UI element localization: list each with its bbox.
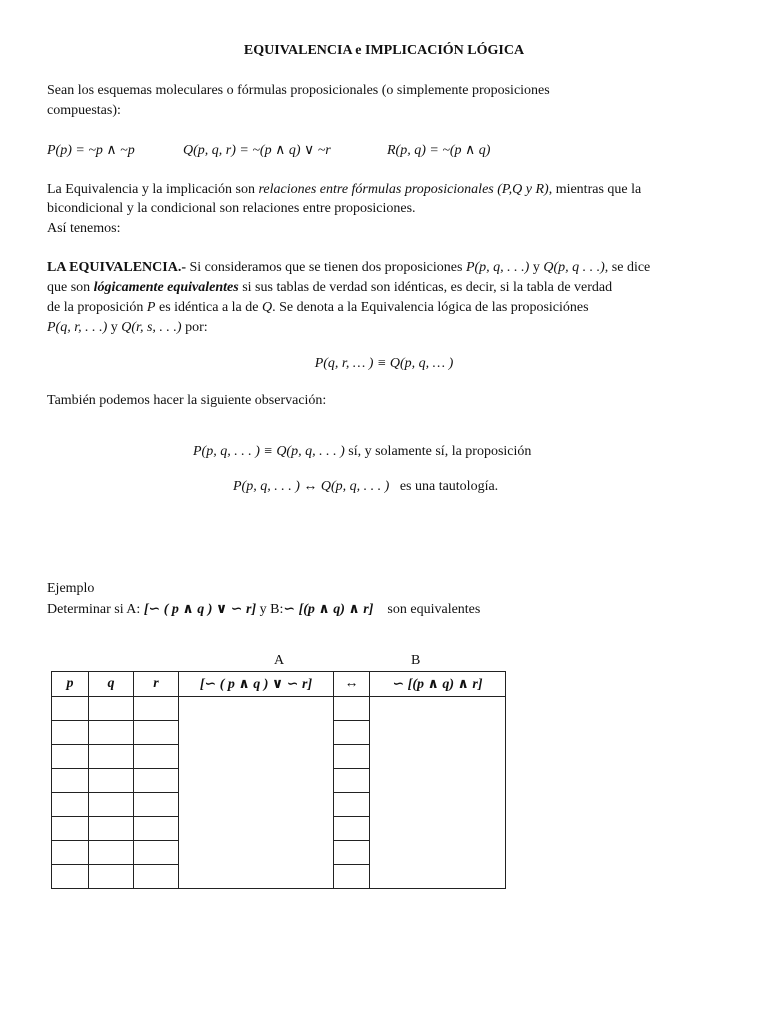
observation-line: También podemos hacer la siguiente observación: xyxy=(47,393,327,408)
cell-q[interactable] xyxy=(89,793,134,817)
header-b-expression: ∽ [(p ∧ q) ∧ r] xyxy=(370,672,506,697)
formula-r: R(p, q) = ~(p ∧ q) xyxy=(387,143,491,158)
para2-line-3: Así tenemos: xyxy=(47,221,121,236)
cell-r[interactable] xyxy=(134,817,179,841)
example-formula-b: ∽ [(p ∧ q) ∧ r] xyxy=(283,602,374,617)
cell-p[interactable] xyxy=(52,841,89,865)
para2-text-a: La Equivalencia y la implicación son xyxy=(47,182,259,197)
cell-p[interactable] xyxy=(52,745,89,769)
cell-p[interactable] xyxy=(52,769,89,793)
para2-line-2: bicondicional y la condicional son relaciones entre proposiciones. xyxy=(47,201,416,216)
header-biconditional: ↔ xyxy=(334,672,370,697)
equiv-line-2 xyxy=(47,280,612,296)
cell-r[interactable] xyxy=(134,841,179,865)
header-p: p xyxy=(52,672,89,697)
formula-q: Q(p, q, r) = ~(p ∧ q) ∨ ~r xyxy=(183,143,331,158)
example-formula-a: [∽ ( p ∧ q ) ∨ ∽ r] xyxy=(143,602,257,617)
cell-p[interactable] xyxy=(52,865,89,889)
equiv-heading: LA EQUIVALENCIA.- xyxy=(47,260,186,275)
equiv-l1-a: Si consideramos que se tienen dos proposiciones xyxy=(186,260,466,275)
obs-text-2: es una tautología. xyxy=(399,479,499,494)
equiv-formula: P(q, r, … ) ≡ Q(p, q, … ) xyxy=(314,356,454,371)
cell-biconditional[interactable] xyxy=(334,697,370,721)
equiv-l1-m1: P(p, q, . . .) xyxy=(465,260,530,275)
cell-p[interactable] xyxy=(52,817,89,841)
cell-r[interactable] xyxy=(134,721,179,745)
cell-biconditional[interactable] xyxy=(334,865,370,889)
equiv-l2-b: si sus tablas de verdad son idénticas, es decir, si la tabla de verdad xyxy=(238,280,613,295)
example-text-c: son equivalentes xyxy=(387,602,481,617)
cell-q[interactable] xyxy=(89,769,134,793)
cell-q[interactable] xyxy=(89,841,134,865)
truth-table xyxy=(51,671,506,889)
cell-r[interactable] xyxy=(134,745,179,769)
equiv-line-3 xyxy=(47,300,589,316)
cell-biconditional[interactable] xyxy=(334,817,370,841)
intro-line-1: Sean los esquemas moleculares o fórmulas proposicionales (o simplemente proposiciones xyxy=(47,83,550,98)
cell-r[interactable] xyxy=(134,769,179,793)
equiv-l3-m2: Q xyxy=(262,300,273,315)
cell-q[interactable] xyxy=(89,865,134,889)
intro-line-2: compuestas): xyxy=(47,103,121,118)
table-row xyxy=(52,697,506,721)
cell-r[interactable] xyxy=(134,865,179,889)
equiv-l3-c: . Se denota a la Equivalencia lógica de las proposiciónes xyxy=(272,300,589,315)
equiv-line-4 xyxy=(47,320,208,336)
equiv-line-1 xyxy=(47,260,650,276)
table-header-row xyxy=(52,672,506,697)
cell-biconditional[interactable] xyxy=(334,841,370,865)
equiv-l2-bold: lógicamente equivalentes xyxy=(93,280,239,295)
para2-italic: relaciones entre fórmulas proposicionales (P,Q y R) xyxy=(258,182,549,197)
equiv-l3-a: de la proposición xyxy=(47,300,147,315)
equiv-l3-m1: P xyxy=(146,300,156,315)
obs-formula-1: P(p, q, . . . ) ≡ Q(p, q, . . . ) xyxy=(193,444,345,459)
example-line xyxy=(47,601,480,618)
cell-biconditional[interactable] xyxy=(334,769,370,793)
equiv-l3-b: es idéntica a la de xyxy=(155,300,262,315)
cell-biconditional[interactable] xyxy=(334,721,370,745)
para2-line-1 xyxy=(47,182,641,198)
equiv-l4-m1: P(q, r, . . .) xyxy=(47,320,108,335)
cell-p[interactable] xyxy=(52,697,89,721)
column-b-body[interactable] xyxy=(370,697,506,889)
column-a-body[interactable] xyxy=(179,697,334,889)
observation-formula-2 xyxy=(233,479,498,495)
cell-biconditional[interactable] xyxy=(334,745,370,769)
page-title: EQUIVALENCIA e IMPLICACIÓN LÓGICA xyxy=(243,43,525,58)
label-a: A xyxy=(274,653,285,668)
example-text-a: Determinar si A: xyxy=(47,602,144,617)
cell-biconditional[interactable] xyxy=(334,793,370,817)
cell-r[interactable] xyxy=(134,793,179,817)
equiv-l1-c: , se dice xyxy=(604,260,651,275)
equiv-l1-m2: Q(p, q . . .) xyxy=(543,260,605,275)
example-text-b: y B: xyxy=(256,602,284,617)
observation-formula-1 xyxy=(193,444,531,460)
equiv-l4-b: por: xyxy=(181,320,208,335)
header-a-expression: [∽ ( p ∧ q ) ∨ ∽ r] xyxy=(179,672,334,697)
obs-formula-2: P(p, q, . . . ) ↔ Q(p, q, . . . ) xyxy=(233,479,390,494)
cell-q[interactable] xyxy=(89,697,134,721)
equiv-l1-b: y xyxy=(529,260,544,275)
equiv-l4-m2: Q(r, s, . . .) xyxy=(121,320,182,335)
example-label: Ejemplo xyxy=(47,581,95,596)
cell-q[interactable] xyxy=(89,721,134,745)
label-b: B xyxy=(411,653,421,668)
header-r: r xyxy=(134,672,179,697)
cell-p[interactable] xyxy=(52,721,89,745)
equiv-l2-a: que son xyxy=(47,280,94,295)
obs-text-1: sí, y solamente sí, la proposición xyxy=(344,444,532,459)
header-q: q xyxy=(89,672,134,697)
para2-text-c: , mientras que la xyxy=(548,182,642,197)
cell-r[interactable] xyxy=(134,697,179,721)
cell-q[interactable] xyxy=(89,745,134,769)
formula-p: P(p) = ~p ∧ ~p xyxy=(47,143,135,158)
cell-p[interactable] xyxy=(52,793,89,817)
equiv-l4-a: y xyxy=(107,320,122,335)
cell-q[interactable] xyxy=(89,817,134,841)
